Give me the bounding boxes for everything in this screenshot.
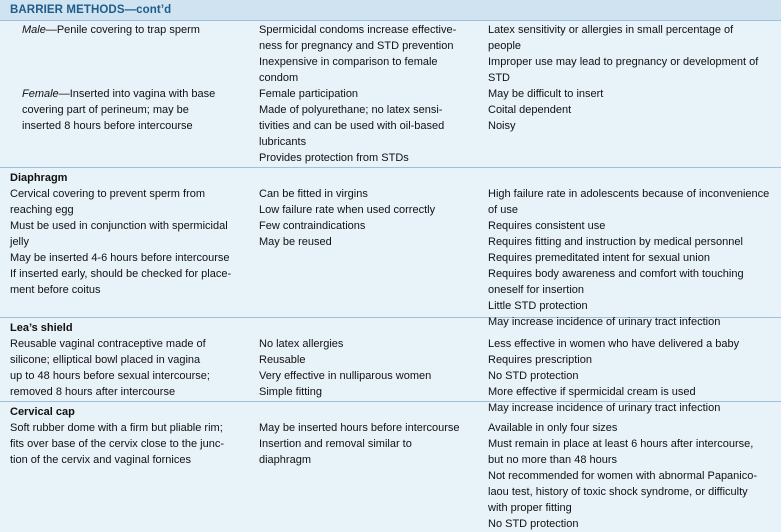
text-line: inserted 8 hours before intercourse xyxy=(22,120,193,132)
text-line: More effective if spermicidal cream is used xyxy=(488,386,696,398)
text-line: Must remain in place at least 6 hours after intercourse, xyxy=(488,438,754,450)
cervical-cap-description xyxy=(10,420,245,468)
text-line: No STD protection xyxy=(488,518,579,530)
text-line: Made of polyurethane; no latex sensi- xyxy=(259,104,443,116)
text-line: oneself for insertion xyxy=(488,284,584,296)
text-line: Low failure rate when used correctly xyxy=(259,204,436,216)
text-line: No latex allergies xyxy=(259,338,344,350)
section-title-cervical-cap: Cervical cap xyxy=(10,406,75,418)
text-line: fits over base of the cervix close to the junc- xyxy=(10,438,224,450)
leas-shield-description xyxy=(10,336,245,400)
method-variant: Female xyxy=(22,88,59,100)
method-variant-desc: —Inserted into vagina with base xyxy=(58,88,216,100)
leas-shield-disadvantages xyxy=(488,336,773,416)
text-line: May increase incidence of urinary tract infection xyxy=(488,316,721,328)
text-line: Provides protection from STDs xyxy=(259,152,409,164)
text-line: tion of the cervix and vaginal fornices xyxy=(10,454,191,466)
text-line: May increase incidence of urinary tract infection xyxy=(488,402,721,414)
leas-shield-advantages xyxy=(259,336,474,400)
text-line: May be reused xyxy=(259,236,332,248)
female-disadvantages xyxy=(488,86,773,134)
male-description xyxy=(10,22,245,38)
text-line xyxy=(10,86,245,102)
text-line: Few contraindications xyxy=(259,220,366,232)
text-line: May be difficult to insert xyxy=(488,88,604,100)
text-line: Requires consistent use xyxy=(488,220,606,232)
text-line: Little STD protection xyxy=(488,300,588,312)
text-line: Coital dependent xyxy=(488,104,572,116)
text-line: silicone; elliptical bowl placed in vagina xyxy=(10,354,201,366)
text-line: lubricants xyxy=(259,136,307,148)
text-line: people xyxy=(488,40,522,52)
text-line: Latex sensitivity or allergies in small percentage of xyxy=(488,24,734,36)
text-line: ment before coitus xyxy=(10,284,101,296)
text-line: May be inserted hours before intercourse xyxy=(259,422,460,434)
diaphragm-description xyxy=(10,186,245,298)
text-line: May be inserted 4-6 hours before intercourse xyxy=(10,252,230,264)
text-line: diaphragm xyxy=(259,454,311,466)
text-line: up to 48 hours before sexual intercourse; xyxy=(10,370,210,382)
section-title-diaphragm: Diaphragm xyxy=(10,172,68,184)
text-line: reaching egg xyxy=(10,204,74,216)
table-heading: BARRIER METHODS—cont’d xyxy=(10,4,172,16)
text-line: Noisy xyxy=(488,120,516,132)
male-advantages xyxy=(259,22,474,86)
female-description xyxy=(10,86,245,134)
diaphragm-disadvantages xyxy=(488,186,773,330)
method-variant-desc: —Penile covering to trap sperm xyxy=(45,24,200,36)
text-line: covering part of perineum; may be xyxy=(22,104,189,116)
text-line: Requires premeditated intent for sexual union xyxy=(488,252,710,264)
text-line: Female participation xyxy=(259,88,359,100)
text-line: ness for pregnancy and STD prevention xyxy=(259,40,454,52)
cervical-cap-disadvantages xyxy=(488,420,773,532)
text-line: of use xyxy=(488,204,518,216)
text-line: Not recommended for women with abnormal Papanico- xyxy=(488,470,758,482)
text-line: Insertion and removal similar to xyxy=(259,438,412,450)
text-line: with proper fitting xyxy=(488,502,572,514)
text-line: High failure rate in adolescents because of inconvenience xyxy=(488,188,770,200)
male-disadvantages xyxy=(488,22,773,86)
text-line: Must be used in conjunction with spermicidal xyxy=(10,220,228,232)
section-title-leas-shield: Lea’s shield xyxy=(10,322,73,334)
text-line: laou test, history of toxic shock syndrome, or difficulty xyxy=(488,486,748,498)
text-line: but no more than 48 hours xyxy=(488,454,618,466)
text-line: Requires prescription xyxy=(488,354,592,366)
text-line: Inexpensive in comparison to female xyxy=(259,56,438,68)
text-line: Less effective in women who have delivered a baby xyxy=(488,338,740,350)
diaphragm-advantages xyxy=(259,186,474,250)
text-line: Reusable xyxy=(259,354,306,366)
text-line: Cervical covering to prevent sperm from xyxy=(10,188,206,200)
text-line: Reusable vaginal contraceptive made of xyxy=(10,338,206,350)
text-line: condom xyxy=(259,72,299,84)
text-line: Spermicidal condoms increase effective- xyxy=(259,24,457,36)
text-line: Requires fitting and instruction by medical personnel xyxy=(488,236,743,248)
text-line: STD xyxy=(488,72,510,84)
text-line: Improper use may lead to pregnancy or development of xyxy=(488,56,759,68)
section-divider xyxy=(0,167,781,168)
text-line: Simple fitting xyxy=(259,386,322,398)
text-line: No STD protection xyxy=(488,370,579,382)
text-line: removed 8 hours after intercourse xyxy=(10,386,176,398)
text-line: Requires body awareness and comfort with touching xyxy=(488,268,744,280)
text-line xyxy=(10,22,245,38)
text-line: Very effective in nulliparous women xyxy=(259,370,432,382)
text-line: jelly xyxy=(10,236,29,248)
female-advantages xyxy=(259,86,474,166)
text-line: Soft rubber dome with a firm but pliable rim; xyxy=(10,422,223,434)
text-line: Available in only four sizes xyxy=(488,422,618,434)
text-line: tivities and can be used with oil-based xyxy=(259,120,445,132)
text-line: Can be fitted in virgins xyxy=(259,188,368,200)
text-line: If inserted early, should be checked for place- xyxy=(10,268,232,280)
cervical-cap-advantages xyxy=(259,420,474,468)
method-variant: Male xyxy=(22,24,46,36)
